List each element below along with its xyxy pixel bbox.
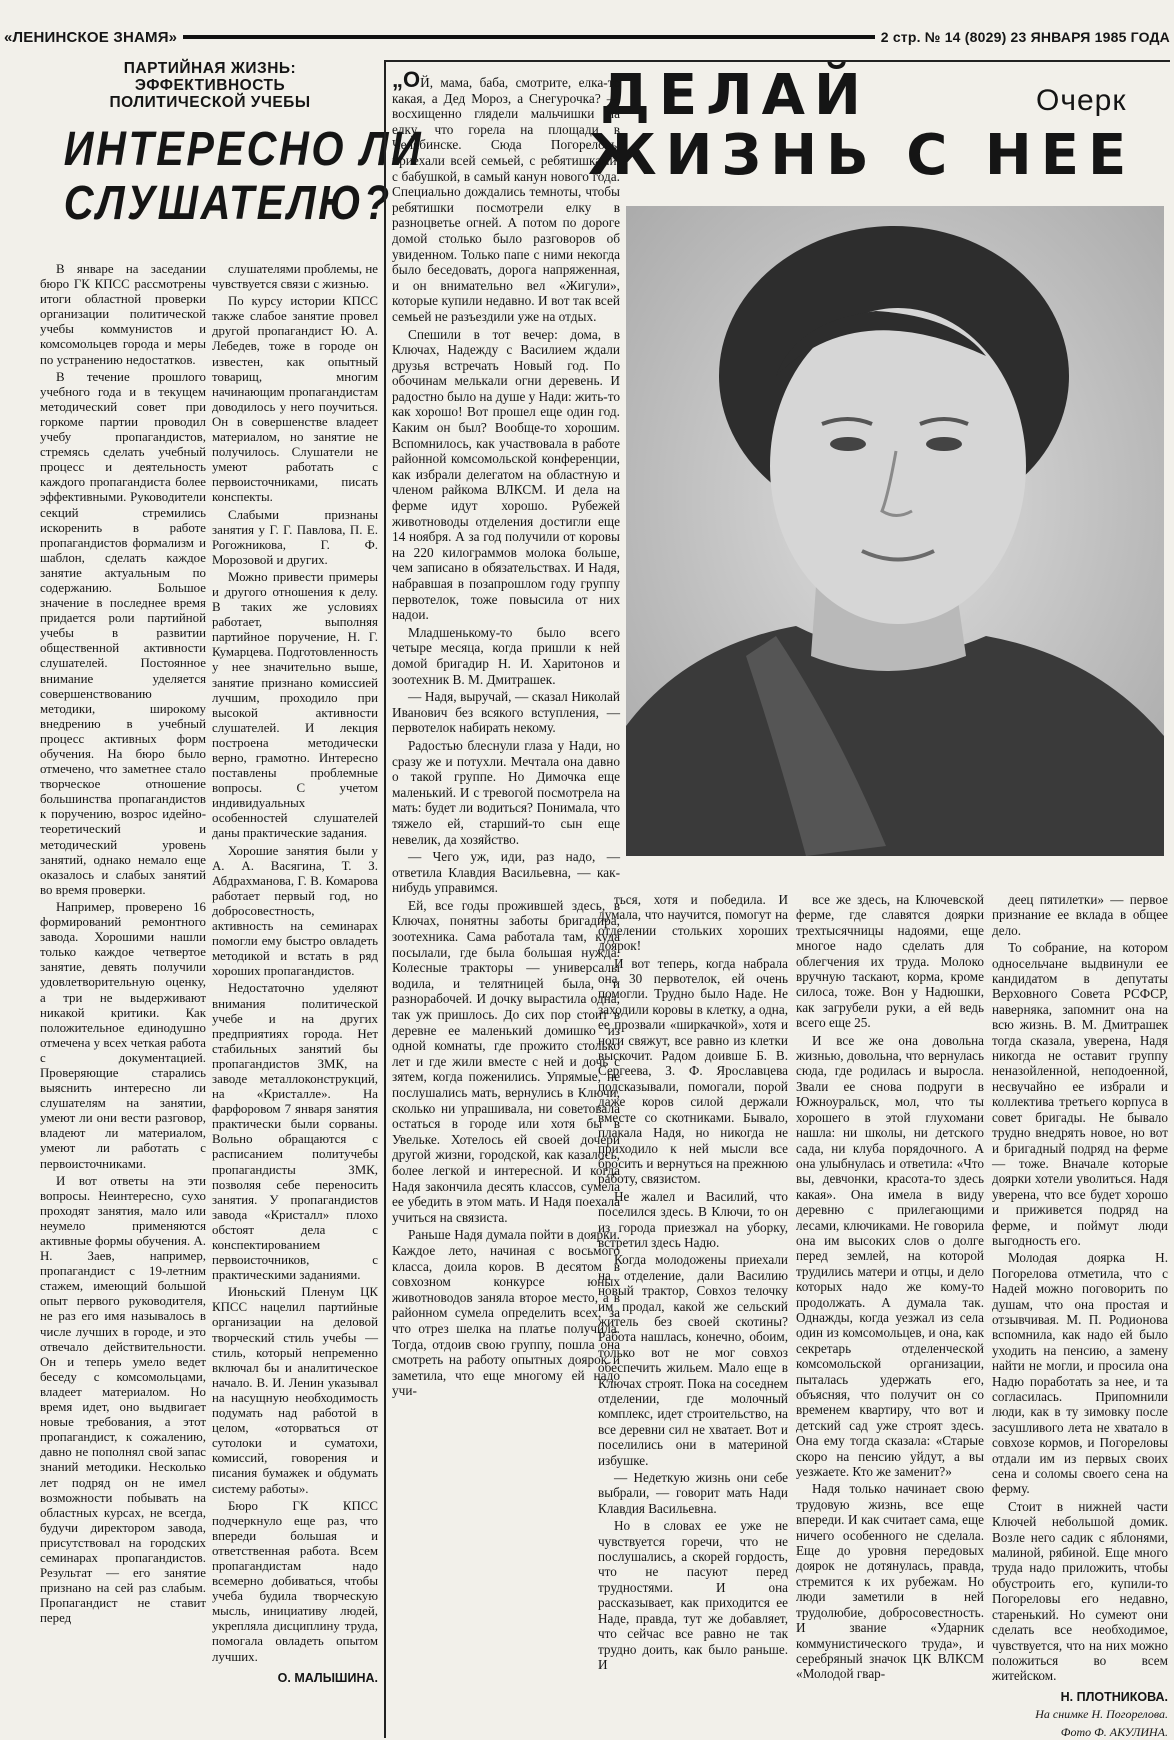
left-article-heading [40,60,424,231]
page-header [4,26,1170,48]
paragraph: слушателями проблемы, не чувствуется связи с жизнью. [212,262,378,292]
paragraph: все же здесь, на Ключевской ферме, где славятся доярки трехтысячницы надоями, еще многое надо сделать для облегчения их труда. Молоко вручную таскают, корма, кроме силоса, тоже. Вон у Надюшки, как загрубели руки, а ей ведь всего еще 25. [796,892,984,1031]
paragraph: — Недеткую жизнь они себе выбрали, — говорит мать Нади Клавдия Васильевна. [598,1470,788,1516]
paragraph: ться, хотя и победила. И думала, что научится, помогут на отделении стольких хороших доярок! [598,892,788,954]
drop-cap: „О [392,67,421,92]
portrait-photo [626,206,1164,856]
paragraph: Июньский Пленум ЦК КПСС нацелил партийные организации на деловой творческий стиль учебы — стиль, который непременно включал бы и аналитическое начало. В. И. Ленин указывал на насущную необходимость подумать над работой в целом, «оторваться от сутолоки и суматохи, комиссий, говорения и писания бумажек и обдумать систему работы». [212,1285,378,1496]
paragraph [392,67,620,325]
paragraph: Но в словах ее уже не чувствуется горечи, что не послушались, а скорей гордость, что не пасуют перед трудностями. И она рассказывает, как приходится ее Наде, правда, тут же добавляет, что сейчас все равно не так трудно доить, как было раньше. И [598,1518,788,1672]
paragraph: Ей, все годы прожившей здесь, в Ключах, понятны заботы бригадира, зоотехника. Сама работала там, куда посылали, где была большая нужда. Колесные тракторы — универсалы водила, и телятницей была, и разнорабочей. И дочку вырастила одна, так уж пришлось. До сих пор стоит в деревне ее маленький домишко из одной комнаты, где прожито столько лет и где жили вместе с ней и дочь с зятем, когда поженились. Упрямые, не послушались мать, вернулись в Ключи, сколько ни упрашивала, ни советовала остаться в городе или хотя бы в Увельке. Хотелось ей своей дочери другой жизни, городской, как казалось, более легкой и интересной. И когда Надя закончила десять классов, сумела ее убедить в этом мать. И Надя поехала учиться на связиста. [392,897,620,1225]
paragraph: Радостью блеснули глаза у Нади, но сразу же и потухли. Мечтала она давно о такой группе. Но Димочка еще маленький. И с тревогой посмотрела на мать: будет ли водиться? Понимала, что тяжело ей, старший-то сын еще невелик, да хозяйство. [392,737,620,847]
paragraph: То собрание, на котором односельчане выдвинули ее кандидатом в депутаты Верховного Совета РСФСР, наверняка, запомнит она на всю жизнь. В. М. Дмитрашек тогда сказала, уверена, Надя никогда не оставит группу неназойленной, неподоенной, несвучайно ее избрали и коллектива третьего корпуса в совет бригады. Не бывало трудно внедрять новое, но вот и бригадный подряд на ферме — тоже. Вначале которые доярки хотели уволиться. Надя уверена, что все будет хорошо и приживется подряд на ферме, и поймут люди выгодность его. [992,940,1168,1248]
paragraph: В январе на заседании бюро ГК КПСС рассмотрены итоги областной проверки организации политической учебы коммунистов и комсомольцев города и меры по устранению недостатков. [40,262,206,367]
paragraph-text: Й, мама, баба, смотрите, елка-то какая, а Дед Мороз, а Снегурочка? — восхищенно глядели мальчишки на елку, что горела на площади в Челябинске. Сюда Погореловы приехали всей семьей, с ребятишками, с бабушкой, в самый канун нового года. Специально дождались темноты, чтобы ребятишки посмотрели елку в разноцветье огней. А потом по дороге домой столько было разговоров об увиденном. Только папе с ними некогда было беседовать, дорога напряженная, и он внимательно вел «Жигули», которые купили недавно. И вот так всей семьей не разъездили уже на отдых. [392,75,620,324]
left-title-line: ИНТЕРЕСНО ЛИ [63,123,424,176]
paragraph: Надя только начинает свою трудовую жизнь, все еще впереди. И как считает сама, еще ничего особенного не сделала. Еще до уровня передовых доярок не дотянулась, правда, стремится к их рубежам. Но люди заметили в ней трудолюбие, добросовестность. И звание «Ударник коммунистического труда», и серебряный значок ЦК ВЛКСМ «Молодой гвар- [796,1481,984,1682]
paragraph: — Надя, выручай, — сказал Николай Иванович без всякого вступления, — первотелок набирать некому. [392,689,620,736]
genre-label: Очерк [1036,84,1127,117]
paragraph: Молодая доярка Н. Погорелова отметила, что с Надей можно поговорить по душам, что она простая и отзывчивая. М. П. Родионова вспомнила, как надо ей было уходить на пенсию, а замену найти не могли, и просила она Надю поработать за нее, и та согласилась. Припомнили люди, как в ту зимовку после засушливого лета не хватало в совхозе кормов, и Погореловы отдали им из первых своих сена и соломы своего сена на ферму. [992,1250,1168,1497]
right-article-column-4 [992,892,1168,1739]
paragraph: Не жалел и Василий, что поселился здесь. В Ключи, то он из города приезжал на уборку, встретил здесь Надю. [598,1188,788,1250]
paragraph: И все же она довольна жизнью, довольна, что вернулась сюда, где родилась и выросла. Звали ее снова подруги в Южноуральск, мол, что ты хорошего в этой глухомани нашла: ни школы, ни детского сада, ни клуба порядочного. А она улыбнулась и ответила: «Что вы, девчонки, красота-то здесь какая». Она имела в виду деревню с прилегающими лесами, ключиками. Не говорила она им высоких слов о долге перед землей, на которой трудились матери и отцы, и дело которых надо же кому-то продолжать. А думала так. Однажды, когда уезжал из села один из комсомольцев, и она, как секретарь отделенческой комсомольской организации, пыталась удержать его, объясняя, что получит он со временем квартиру, что вот и детский сад уже строят здесь. Она ему тогда сказала: «Старые скоро на пенсию уйдут, а вы уезжаете. Кто же заменит?» [796,1032,984,1480]
rubric-line: ПОЛИТИЧЕСКОЙ УЧЕБЫ [109,94,311,111]
paragraph: Младшенькому-то было всего четыре месяца, когда пришли к ней домой бригадир Н. И. Харитонов и зоотехник В. М. Дмитрашек. [392,624,620,687]
newspaper-name: «ЛЕНИНСКОЕ ЗНАМЯ» [4,28,178,46]
paragraph: Слабыми признаны занятия у Г. Г. Павлова, П. Е. Рогожникова, Г. Ф. Морозовой и других. [212,507,378,567]
author-signature: О. МАЛЫШИНА. [277,1670,378,1685]
paragraph: Спешили в тот вечер: дома, в Ключах, Надежду с Василием ждали друзья встречать Новый год. По обочинам мелькали огни деревень. И радостно было на душе у Нади: жить-то как хорошо! Вот прошел еще один год. Каким он был? Вообще-то хорошим. Вспомнилось, как участвовала в работе районной комсомольской конференции, как избрали делегатом на областную и членом райкома ВЛКСМ. И дела на ферме идут хорошо. Рубежей животноводы отделения достигли еще 14 ноября. А за год получили от коровы на 220 килограммов молока больше, чем записано в обязательствах. И Надя, набравшая в позапрошлом году группу первотелок, тоже повысила от них надои. [392,326,620,623]
right-article-column-1 [392,67,620,1399]
left-article-column-2 [212,262,378,1730]
paragraph: И вот ответы на эти вопросы. Неинтересно, сухо проходят занятия, мало или неумело применяются активные формы обучения. А. Н. Заев, например, пропагандист с 19-летним стажем, имеющий большой опыт первого руководителя, не раз его имя называлось в числе лучших в городе, и это отвечало действительности. Он и теперь умело ведет беседу с комсомольцами, владеет материалом. Но время идет, оно выдвигает новые требования, а этот пропагандист, к сожалению, давно не пополнял свой запас знаний методики. Несколько лет подряд он не имел возможности побывать на областных курсах, не всегда, будучи директором завода, присутствовал на городских семинарах пропагандистов. Результат — его занятие признано на сей раз слабым. Пропагандист не ставит перед [40,1173,206,1626]
left-article-column-1 [40,262,206,1730]
paragraph: деец пятилетки» — первое признание ее вклада в общее дело. [992,892,1168,938]
paragraph: — Чего уж, иди, раз надо, — ответила Клавдия Васильевна, — как-нибудь управимся. [392,849,620,896]
paragraph: Например, проверено 16 формирований ремонтного завода. Хорошими нашли только каждое четвертое занятие, девять получили удовлетворительную оценку, а три не выдерживают никакой критики. Как положительное единодушно отмечена у всех четкая работа с документацией. Проверяющие старались выяснить интересно ли слушателям на занятии, умеют ли они вести разговор, владеют ли материалом, умеют ли работать с первоисточниками. [40,899,206,1171]
paragraph: И вот теперь, когда набрала она 30 первотелок, ей очень помогли. Трудно было Наде. Не заходили коровы в клетку, а одна, ее прозвали «ширкачкой», хотя и ноги свяжут, все равно из клетки выскочит. Радом доивше Б. В. Сергеева, З. Ф. Ярославцева подсказывали, помогали, порой даже коров силой держали вместе со скотниками. Бывало, плакала Надя, но никогда не приходило к ней мысли все бросить и вернуться на прежнюю работу, связистом. [598,955,788,1187]
paragraph: В течение прошлого учебного года и в текущем методический совет при горкоме партии проводил учебу пропагандистов, стремясь сделать учебный процесс и деятельность каждого пропагандиста более эффективными. Руководители секций стремились искоренить в работе пропагандистов формализм и шаблон, сделать каждое занятие актуальным по содержанию. Большое значение в последнее время придается роли партийной учебы в развитии общественной активности слушателей. Постоянное внимание уделяется совершенствованию методики, широкому внедрению в учебный процесс активных форм обучения. На бюро было отмечено, что заметнее стало творческое отношение большинства пропагандистов к поручению, возрос идейно-теоретический и методический уровень занятий, однако немало еще оказалось и слабых занятий во время проверки. [40,369,206,897]
paragraph: Можно привести примеры и другого отношения к делу. В таких же условиях работает, выполняя партийное поручение, Н. Г. Кумарцева. Подготовленность у нее значительно выше, занятие признано комиссией лучшим, проходило при высокой активности слушателей. И лекция построена методически верно, грамотно. Интересно поставлены проблемные вопросы. С учетом индивидуальных особенностей слушателей даны практические задания. [212,569,378,841]
issue-date-line: 2 стр. № 14 (8029) 23 ЯНВАРЯ 1985 ГОДА [880,29,1170,45]
paragraph: По курсу истории КПСС также слабое занятие провел другой пропагандист Ю. А. Лебедев, тоже в городе он известен, как опытный товарищ, многим начинающим пропагандистам доводилось у него поучиться. Он в совершенстве владеет материалом, но занятие не получилось. Слушатели не умеют работать с первоисточниками, писать конспекты. [212,294,378,505]
right-article-column-2 [598,892,788,1730]
photo-caption: На снимке Н. Погорелова. [1035,1707,1168,1722]
photo-credit: Фото Ф. АКУЛИНА. [1060,1724,1168,1739]
author-signature: Н. ПЛОТНИКОВА. [1060,1689,1168,1704]
header-rule [183,35,875,39]
left-article-title [63,123,424,231]
paragraph: Бюро ГК КПСС подчеркнуло еще раз, что впереди большая и ответственная работа. Всем пропагандистам надо всемерно добиваться, чтобы учеба будила творческую мысль, инициативу людей, укрепляла дисциплину труда, помогала овладеть опытом лучших. [212,1498,378,1664]
rubric-line: ПАРТИЙНАЯ ЖИЗНЬ: [123,60,297,77]
right-title-line: ДЕЛАЙ [600,63,870,128]
portrait-illustration [626,206,1164,856]
left-title-line: СЛУШАТЕЛЮ? [63,177,392,230]
paragraph: Раньше Надя думала пойти в доярки. Каждое лето, начиная с восьмого класса, доила коров. В десятом в совхозном конкурсе юных животноводов заняла второе место, а в районном сумела определить всех, за что отрез шелка на платье получила. Тогда, отдоив свою группу, пошла она смотреть на работу опытных доярок и заметила, что еще многому ей надо учи- [392,1227,620,1399]
right-article-column-3 [796,892,984,1730]
paragraph: Хорошие занятия были у А. А. Васягина, Т. З. Абдрахманова, Г. В. Комарова работает первый год, но добросовестность, активность на семинарах помогли ему быстро овладеть методикой и встать в ряд хороших пропагандистов. [212,843,378,979]
paragraph: Стоит в нижней части Ключей небольшой домик. Возле него садик с яблонями, малиной, рябиной. Еще много труда надо приложить, чтобы обустроить его, купили-то Погореловы его недавно, старенький. Но сумеют они сделать все необходимое, чувствуется, что на них можно положиться во всем житейском. [992,1498,1168,1684]
right-title-line: ЖИЗНЬ С НЕЕ [588,123,1136,188]
rubric-line: ЭФФЕКТИВНОСТЬ [134,77,286,94]
paragraph: Недостаточно уделяют внимания политической учебе и на других предприятиях города. Нет стабильных занятий бы пропагандистов ЗМК, на заводе металлоконструкций, на «Кристалле». На фарфоровом 7 января занятия практически были сорваны. Вольно обращаются с расписанием политучебы пропагандисты ЗМК, позволяя себе переносить занятия. У пропагандистов завода «Кристалл» плохо обстоят дела с конспектированием первоисточников, с практическими заданиями. [212,981,378,1283]
paragraph: Когда молодожены приехали на отделение, дали Василию новый трактор, Совхоз телочку им продал, какой же сельский житель без своей скотины? Работа нашлась, конечно, обоим, только вот не мог совхоз обеспечить жильем. Мало еще в Ключах строят. Пока на соседнем отделении, где молочный комплекс, идет строительство, на все деревни сил не хватает. Вот и поселились они в материной избушке. [598,1252,788,1468]
